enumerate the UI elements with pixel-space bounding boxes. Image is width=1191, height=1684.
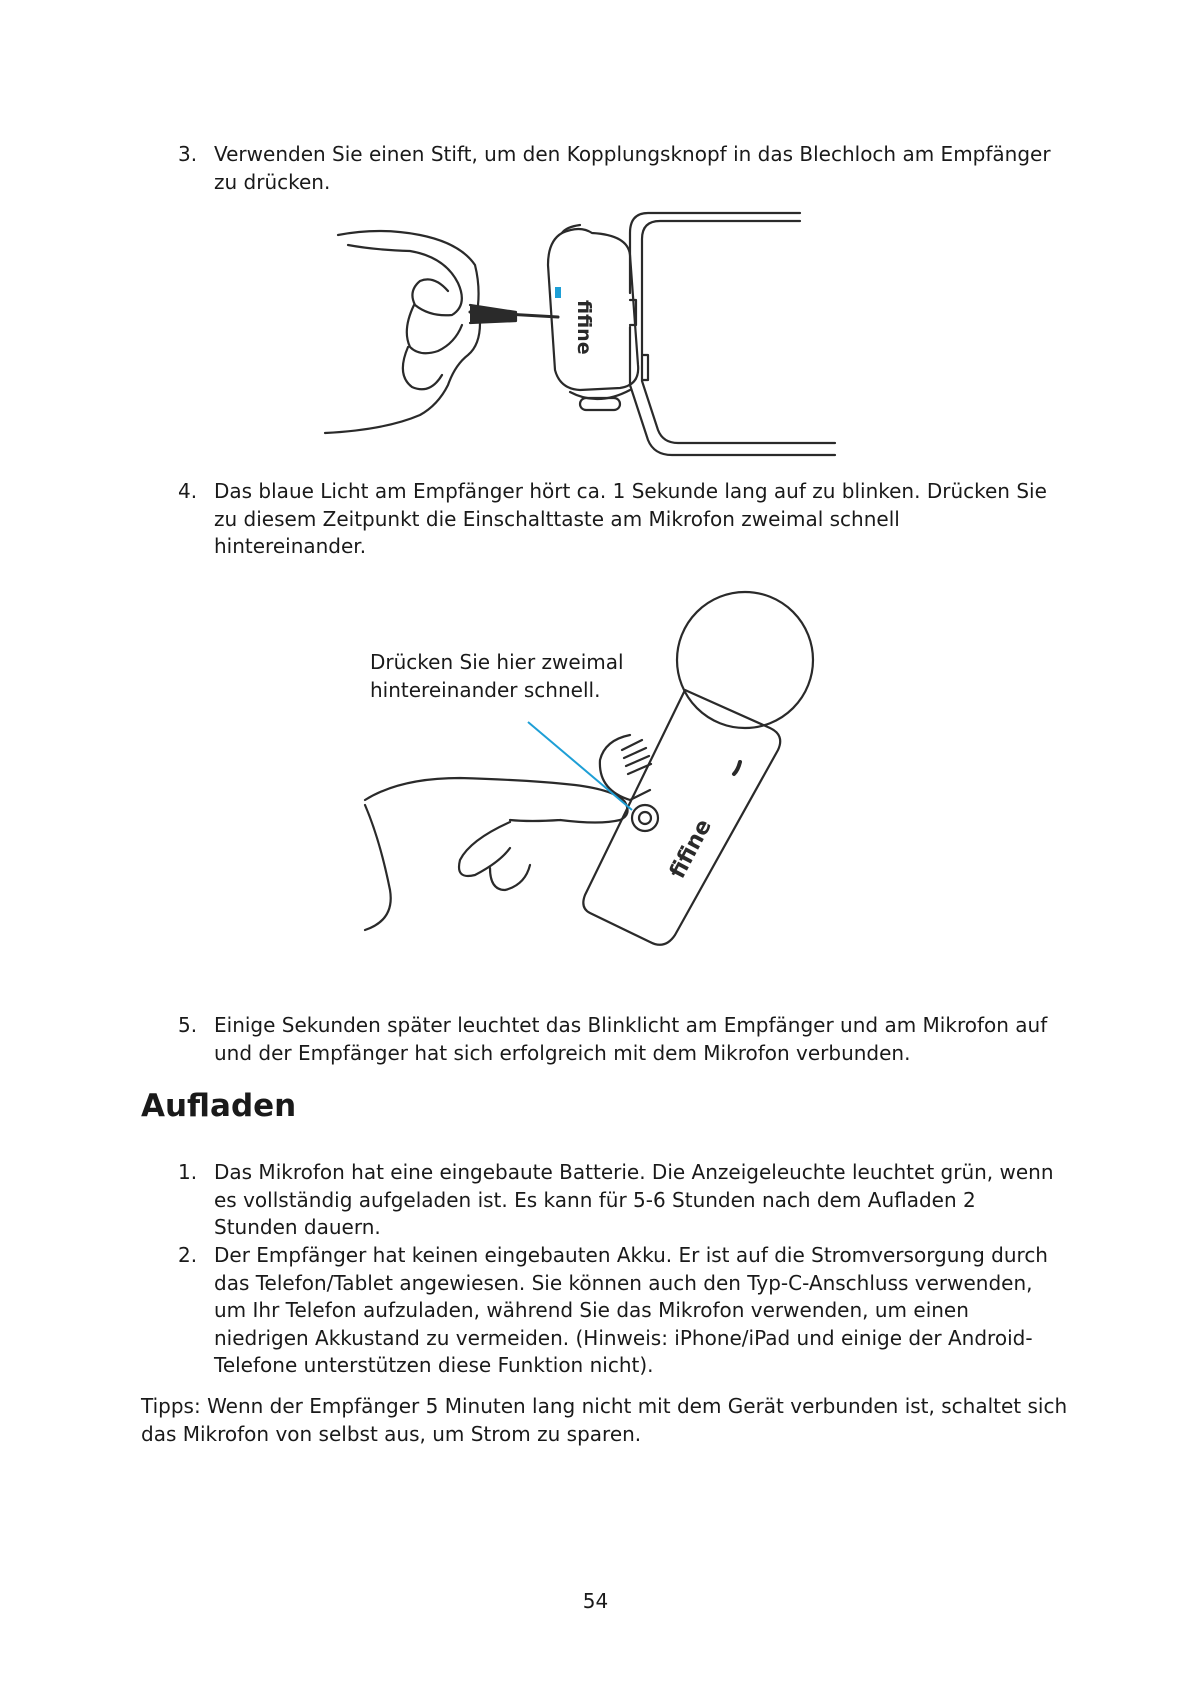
mic-foam-ball (677, 592, 813, 728)
step-number: 4. (178, 479, 198, 503)
item-number: 1. (178, 1160, 198, 1184)
step-number: 5. (178, 1013, 198, 1037)
press-twice-callout: Drücken Sie hier zweimal hintereinander schnell. (370, 650, 624, 702)
callout-pointer-line (528, 722, 632, 810)
tips-paragraph: Tipps: Wenn der Empfänger 5 Minuten lang nicht mit dem Gerät verbunden ist, schaltet sich das Mikrofon von selbst aus, um Strom zu sparen. (141, 1394, 1068, 1446)
step-text: Einige Sekunden später leuchtet das Blinklicht am Empfänger und am Mikrofon auf und der Empfänger hat sich erfolgreich mit dem Mikrofon verbunden. (214, 1013, 1048, 1065)
receiver-brand-label: fifine (573, 300, 595, 355)
power-button-ring (632, 805, 658, 831)
receiver-pairing-illustration (330, 205, 850, 463)
item-text: Das Mikrofon hat eine eingebaute Batterie. Die Anzeigeleuchte leuchtet grün, wenn es vollständig aufgeladen ist. Es kann für 5-6 Stunden nach dem Aufladen 2 Stunden dauern. (214, 1160, 1054, 1239)
item-number: 2. (178, 1243, 198, 1267)
section-heading-charging: Aufladen (141, 1088, 297, 1124)
microphone-power-illustration (360, 590, 840, 970)
phone-screen (642, 221, 835, 443)
step-number: 3. (178, 142, 198, 166)
item-text: Der Empfänger hat keinen eingebauten Akku. Er ist auf die Stromversorgung durch das Telefon/Tablet angewiesen. Sie können auch den Typ-C-Anschluss verwenden, um Ihr Telefon aufzuladen, während Sie das Mikrofon verwenden, um einen niedrigen Akkustand zu vermeiden. (Hinweis: iPhone/iPad und einige der Android-Telefone unterstützen diese Funktion nicht). (214, 1243, 1048, 1377)
receiver-led (555, 287, 561, 298)
step-text: Verwenden Sie einen Stift, um den Kopplungsknopf in das Blechloch am Empfänger zu drücken. (214, 142, 1051, 194)
step-text: Das blaue Licht am Empfänger hört ca. 1 Sekunde lang auf zu blinken. Drücken Sie zu diesem Zeitpunkt die Einschalttaste am Mikrofon zweimal schnell hintereinander. (214, 479, 1047, 558)
page-number: 54 (582, 1589, 609, 1613)
hand-outline (325, 231, 480, 433)
mic-brand-label: fifine (665, 815, 717, 883)
phone-outline (630, 213, 835, 455)
hand-outline (365, 778, 628, 930)
